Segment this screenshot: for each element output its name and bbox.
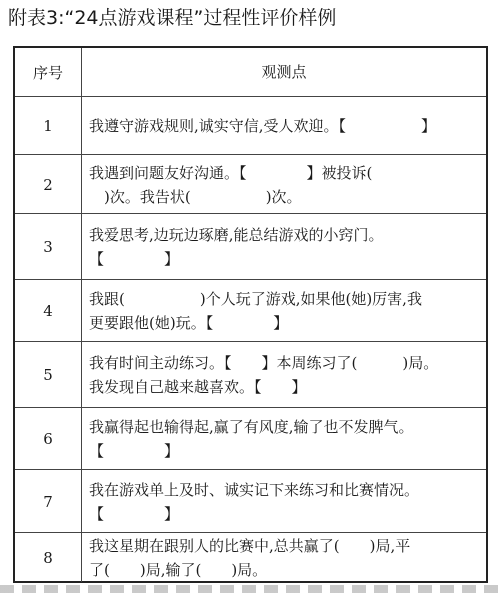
row-number: 3 bbox=[43, 238, 53, 256]
row-number: 1 bbox=[43, 117, 53, 135]
table-row bbox=[15, 154, 486, 214]
table-row bbox=[15, 532, 486, 582]
row-number: 5 bbox=[43, 366, 53, 384]
row-number: 8 bbox=[43, 548, 53, 567]
table-row bbox=[15, 96, 486, 155]
row-observation: 我爱思考,边玩边琢磨,能总结游戏的小窍门。 【 】 bbox=[81, 214, 486, 280]
cropped-text-strip bbox=[0, 585, 500, 593]
table-caption: 附表3:“24点游戏课程”过程性评价样例 bbox=[8, 7, 337, 29]
row-observation: 我有时间主动练习。【 】本周练习了( )局。 我发现自己越来越喜欢。【 】 bbox=[81, 342, 486, 408]
row-number: 2 bbox=[43, 175, 53, 194]
table-row bbox=[15, 469, 486, 533]
table-row bbox=[15, 407, 486, 470]
row-number: 7 bbox=[43, 492, 53, 511]
row-observation: 我遵守游戏规则,诚实守信,受人欢迎。【 】 bbox=[81, 97, 486, 155]
row-observation: 我在游戏单上及时、诚实记下来练习和比赛情况。 【 】 bbox=[81, 470, 486, 533]
row-number: 4 bbox=[43, 302, 53, 320]
header-observation: 观测点 bbox=[81, 48, 486, 96]
row-observation: 我遇到问题友好沟通。【 】被投诉( )次。我告状( )次。 bbox=[81, 155, 486, 214]
evaluation-table bbox=[13, 46, 488, 583]
table-row bbox=[15, 341, 486, 408]
table-row bbox=[15, 279, 486, 342]
row-observation: 我这星期在跟别人的比赛中,总共赢了( )局,平 了( )局,输了( )局。 bbox=[81, 533, 486, 582]
table-row bbox=[15, 213, 486, 280]
header-number: 序号 bbox=[32, 63, 63, 82]
row-number: 6 bbox=[43, 430, 53, 448]
table-header-row bbox=[15, 48, 486, 96]
row-observation: 我跟( )个人玩了游戏,如果他(她)厉害,我 更要跟他(她)玩。【 】 bbox=[81, 280, 486, 342]
row-observation: 我赢得起也输得起,赢了有风度,输了也不发脾气。 【 】 bbox=[81, 408, 486, 470]
